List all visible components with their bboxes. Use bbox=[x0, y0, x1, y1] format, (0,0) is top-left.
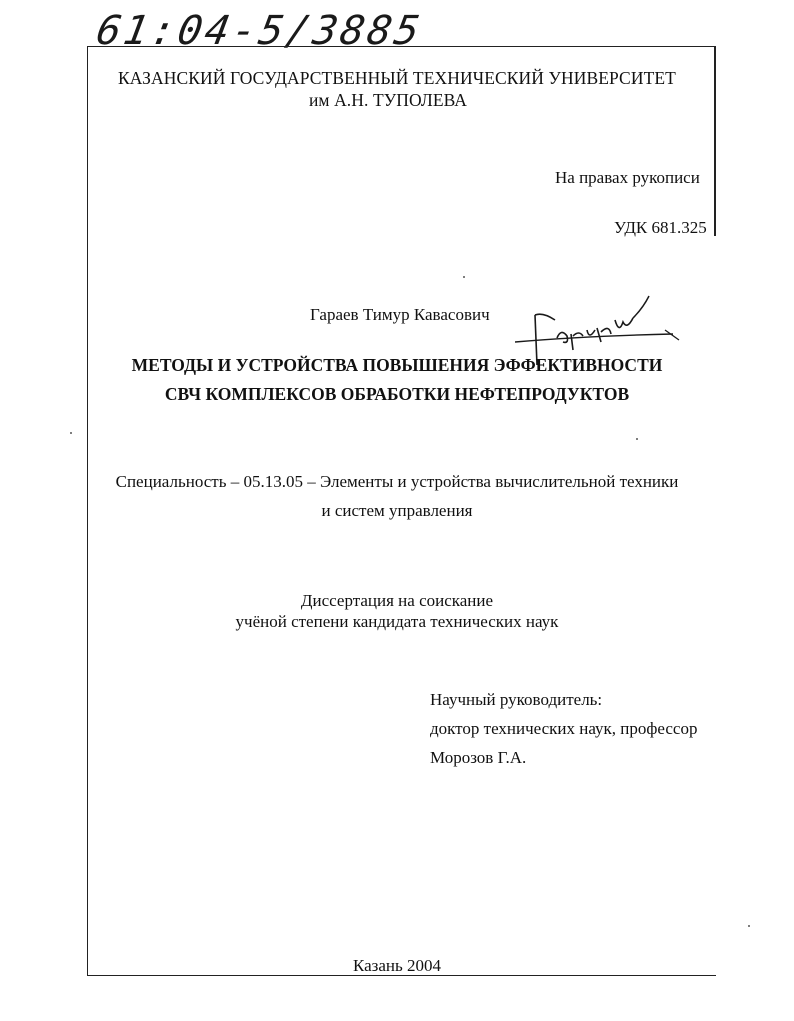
author-name: Гараев Тимур Кавасович bbox=[310, 305, 490, 324]
specialty-line1: Специальность – 05.13.05 – Элементы и устройства вычислительной техники bbox=[115, 472, 679, 491]
degree-line1: Диссертация на соискание bbox=[300, 591, 494, 610]
dissertation-title-line2: СВЧ КОМПЛЕКСОВ ОБРАБОТКИ НЕФТЕПРОДУКТОВ bbox=[164, 384, 630, 404]
scan-speck bbox=[463, 276, 465, 278]
rights-note: На правах рукописи bbox=[555, 168, 700, 187]
dissertation-title-line1: МЕТОДЫ И УСТРОЙСТВА ПОВЫШЕНИЯ ЭФФЕКТИВНОСТИ bbox=[131, 355, 663, 375]
degree-line2: учёной степени кандидата технических наук bbox=[235, 612, 559, 631]
university-namesake: им А.Н. ТУПОЛЕВА bbox=[308, 90, 468, 110]
university-name: КАЗАНСКИЙ ГОСУДАРСТВЕННЫЙ ТЕХНИЧЕСКИЙ УНИВЕРСИТЕТ bbox=[118, 68, 676, 88]
specialty-line2: и систем управления bbox=[321, 501, 473, 520]
supervisor-rank: доктор технических наук, профессор bbox=[430, 719, 698, 738]
archive-number-text: 61:04-5/3885 bbox=[92, 7, 426, 54]
supervisor-name: Морозов Г.А. bbox=[430, 748, 527, 767]
city-year: Казань 2004 bbox=[352, 956, 442, 975]
scan-speck bbox=[70, 432, 72, 434]
udc-code: УДК 681.325 bbox=[614, 218, 707, 237]
supervisor-label: Научный руководитель: bbox=[430, 690, 603, 709]
scan-speck bbox=[748, 925, 750, 927]
scan-speck bbox=[636, 438, 638, 440]
